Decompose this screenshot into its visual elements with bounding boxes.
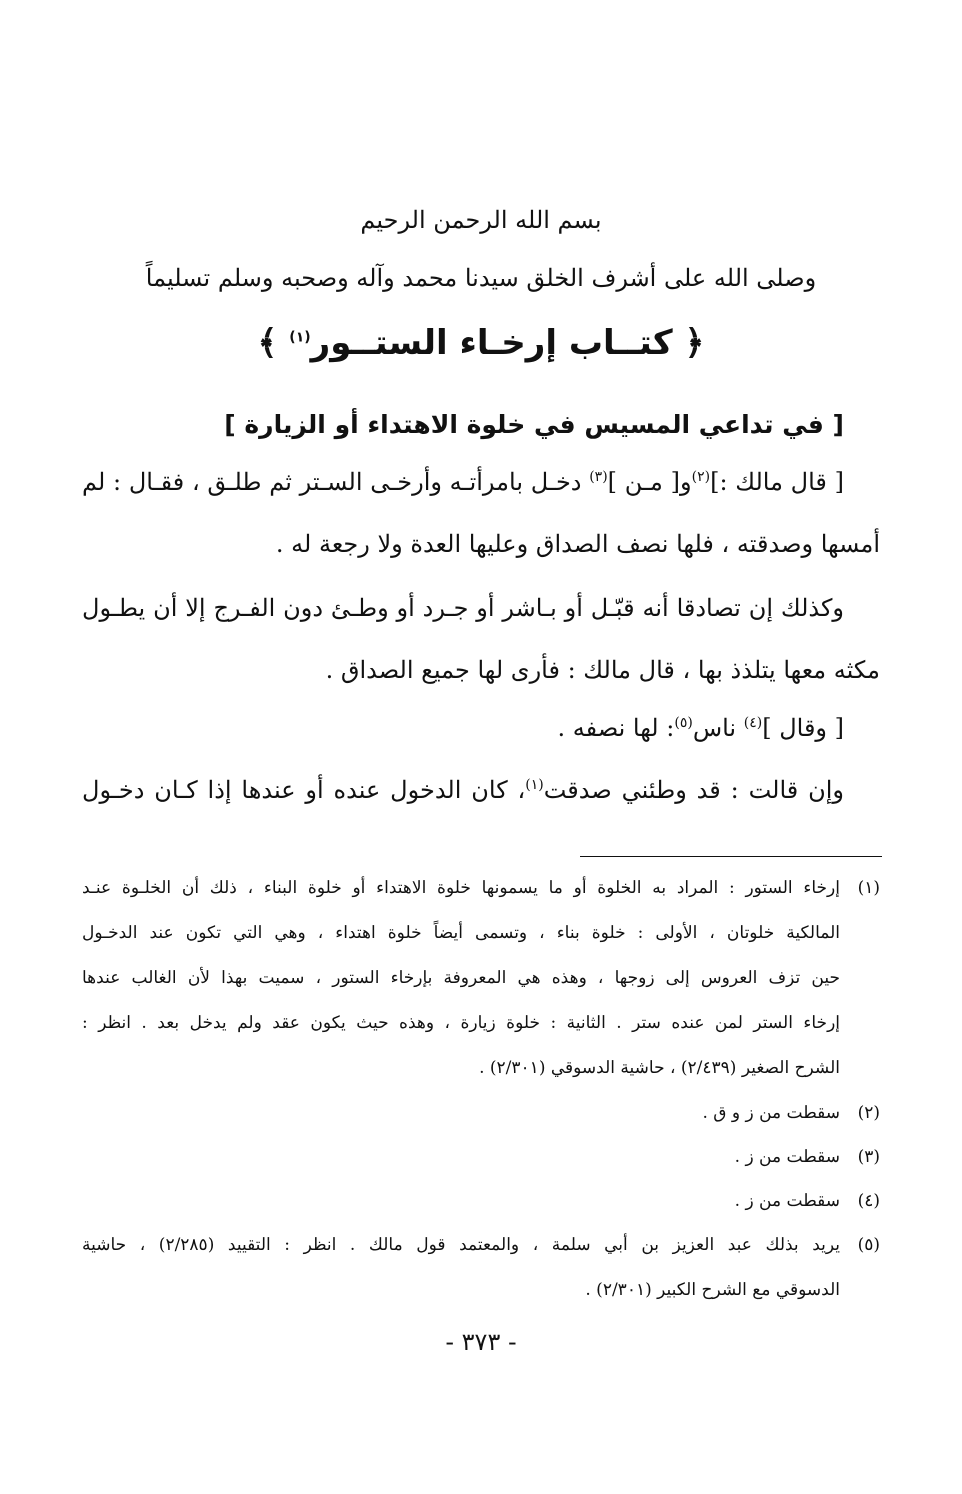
footnote-1-line-3: حين تزف العروس إلى زوجها ، وهذه هي المعروفة بإرخاء الستور ، سميت بهذا لأن الغالب عندها: [82, 968, 840, 988]
text-segment: ، كان الدخول عنده أو عندها إذا كـان دخـول: [82, 776, 526, 804]
paragraph-3: [558, 714, 844, 742]
footnote-4-line-1: سقطت من ز .: [734, 1191, 840, 1211]
book-title: [0, 322, 962, 363]
text-segment: وإن قالت : قد وطئني صدقت: [543, 776, 844, 804]
book-title-close-bracket: ﴾: [257, 323, 278, 363]
paragraph-1-line-2: أمسها وصدقته ، فلها نصف الصداق وعليها العدة ولا رجعة له .: [275, 530, 880, 558]
footnote-1-line-2: المالكية خلوتان ، الأولى : خلوة بناء ، وتسمى أيضاً خلوة اهتداء ، وهي التي تكون عند الدخـول: [82, 923, 840, 943]
footnote-1-line-4: إرخاء الستر لمن عنده ستر . الثانية : خلوة زيارة ، وهذه حيث يكون عقد ولم يدخل بعد . انظر :: [82, 1013, 840, 1033]
footnote-ref: (٢): [691, 469, 711, 485]
footnote-2-line-1: سقطت من ز و ق .: [702, 1103, 840, 1123]
footnote-ref: (١): [289, 329, 311, 346]
footnote-1-line-5: الشرح الصغير (٢/٤٣٩) ، حاشية الدسوقي (٢/٣٠١) .: [479, 1058, 840, 1078]
text-segment: [ قال مالك :]: [710, 468, 844, 496]
text-segment: ناس: [692, 714, 744, 742]
footnote-ref: (١): [525, 777, 544, 793]
footnote-5-line-1: يريد بذلك عبد العزيز بن أبي سلمة ، والمعتمد قول مالك . انظر : التقييد (٢/٢٨٥) ، حاشية: [82, 1235, 840, 1255]
footnote-number: (٣): [857, 1147, 880, 1167]
footnote-ref: (٤): [743, 715, 763, 731]
text-segment: دخـل بامرأتـه وأرخـى السـتر ثم طلـق ، فقـال : لم: [82, 468, 590, 496]
footnote-separator: [580, 856, 882, 857]
footnote-ref: (٣): [589, 469, 608, 485]
basmala: بسم الله الرحمن الرحيم: [360, 206, 602, 234]
footnote-ref: (٥): [674, 715, 693, 731]
footnote-number: (٢): [857, 1103, 880, 1123]
paragraph-2-line-1: وكذلك إن تصادقا أنه قبّـل أو بـاشر أو جـرد أو وطـئ دون الفـرج إلا أن يطـول: [82, 594, 844, 622]
footnote-number: (٥): [857, 1235, 880, 1255]
section-heading: [ في تداعي المسيس في خلوة الاهتداء أو الزيارة ]: [224, 410, 844, 439]
text-segment: [ وقال ]: [762, 714, 844, 742]
paragraph-4-line-1: [82, 776, 844, 804]
footnote-number: (١): [857, 878, 880, 898]
book-title-text: ﴿ كتــاب إرخـاء الستــور: [310, 323, 705, 363]
footnote-5-line-2: الدسوقي مع الشرح الكبير (٢/٣٠١) .: [585, 1280, 840, 1300]
page-number: - ٣٧٣ -: [445, 1328, 517, 1356]
text-segment: و[ مـن ]: [607, 468, 692, 496]
salutation-line: وصلى الله على أشرف الخلق سيدنا محمد وآله وصحبه وسلم تسليماً: [145, 264, 817, 292]
paragraph-1-line-1: [82, 468, 844, 496]
footnote-number: (٤): [857, 1191, 880, 1211]
footnote-3-line-1: سقطت من ز .: [734, 1147, 840, 1167]
paragraph-2-line-2: مكثه معها يتلذذ بها ، قال مالك : فأرى لها جميع الصداق .: [325, 656, 880, 684]
footnote-1-line-1: إرخاء الستور : المراد به الخلوة أو ما يسمونها خلوة الاهتداء أو خلوة البناء ، ذلك أن الخلـوة عنـد: [82, 878, 840, 898]
text-segment: : لها نصفه .: [557, 714, 675, 742]
